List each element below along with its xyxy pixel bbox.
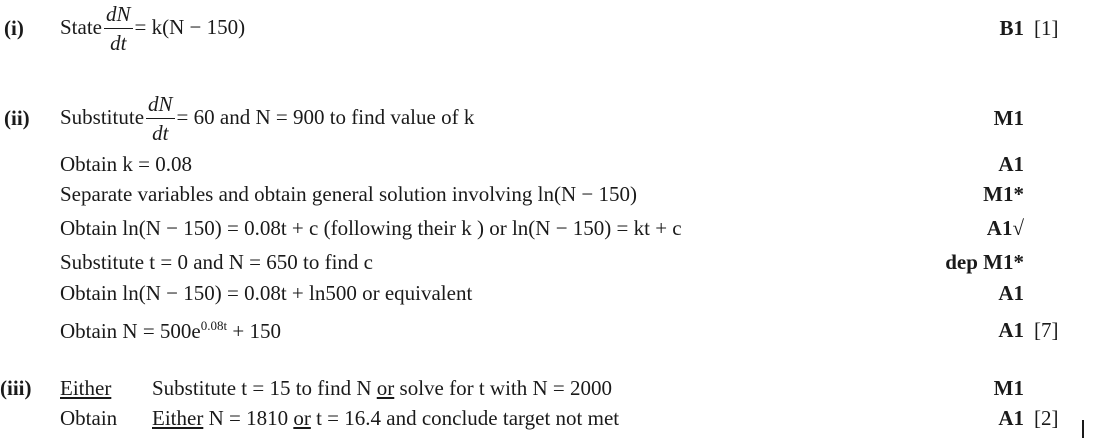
part-ii-line1-mark: M1 bbox=[993, 106, 1024, 130]
part-iii-line2-either: Either bbox=[152, 406, 204, 430]
part-iii-either-lead: Either bbox=[60, 376, 112, 400]
part-i-rest: = k(N − 150) bbox=[134, 14, 246, 39]
part-ii-row-6 bbox=[0, 281, 1100, 309]
part-i-prefix: State bbox=[60, 14, 102, 39]
part-ii-line2: Obtain k = 0.08 bbox=[60, 152, 192, 176]
part-i-total: [1] bbox=[1034, 16, 1059, 40]
part-ii-line4-mark: A1√ bbox=[986, 216, 1024, 240]
part-ii-line6-mark: A1 bbox=[998, 281, 1024, 305]
part-ii-row-4 bbox=[0, 216, 1100, 244]
part-ii-line7-prefix: Obtain N = 500e bbox=[60, 319, 201, 343]
part-ii-line1-rest: = 60 and N = 900 to find value of k bbox=[176, 104, 475, 129]
part-iii-total: [2] bbox=[1034, 406, 1059, 430]
part-i-frac-den: dt bbox=[110, 31, 127, 55]
part-ii-row-1 bbox=[0, 90, 1100, 150]
part-ii-line7-exponent: 0.08t bbox=[200, 318, 228, 333]
part-ii-line3-mark: M1* bbox=[983, 182, 1024, 206]
part-iii-line2-a: N = 1810 bbox=[203, 406, 294, 430]
part-iii-line1-a: Substitute t = 15 to find N bbox=[152, 376, 377, 400]
part-iii-label: (iii) bbox=[0, 376, 32, 400]
part-i-fraction bbox=[104, 4, 133, 54]
part-iii-obtain-lead: Obtain bbox=[60, 406, 118, 430]
part-ii-total: [7] bbox=[1034, 318, 1059, 342]
part-ii-frac-num: dN bbox=[146, 94, 175, 119]
part-ii-line2-mark: A1 bbox=[998, 152, 1024, 176]
part-ii-line7-rest: + 150 bbox=[227, 319, 281, 343]
part-ii-line5: Substitute t = 0 and N = 650 to find c bbox=[60, 250, 374, 274]
part-ii-fraction bbox=[146, 94, 175, 144]
part-ii-row-2 bbox=[0, 152, 1100, 180]
part-ii-line4: Obtain ln(N − 150) = 0.08t + c (following their k ) or ln(N − 150) = kt + c bbox=[60, 216, 682, 240]
part-iii-line1-or: or bbox=[376, 376, 395, 400]
part-ii-line6: Obtain ln(N − 150) = 0.08t + ln500 or equivalent bbox=[60, 281, 473, 305]
part-ii-line3: Separate variables and obtain general solution involving ln(N − 150) bbox=[60, 182, 637, 206]
part-ii-label: (ii) bbox=[4, 106, 30, 130]
part-ii-line1-prefix: Substitute bbox=[60, 104, 145, 129]
part-ii-row-3 bbox=[0, 182, 1100, 210]
part-iii-line1-b: solve for t with N = 2000 bbox=[394, 376, 613, 400]
part-iii-line2-or: or bbox=[293, 406, 311, 430]
part-iii-line1-mark: M1 bbox=[993, 376, 1024, 400]
part-iii-row-2 bbox=[0, 406, 1100, 434]
part-iii-line2-b: t = 16.4 and conclude target not met bbox=[310, 406, 620, 430]
text-cursor bbox=[1082, 420, 1084, 438]
part-ii-row-7 bbox=[0, 318, 1100, 348]
part-i-statement bbox=[60, 4, 245, 54]
part-ii-frac-den: dt bbox=[152, 121, 169, 145]
part-iii-line2 bbox=[152, 406, 619, 431]
part-i-mark: B1 bbox=[999, 16, 1024, 40]
part-ii-line5-mark: dep M1* bbox=[945, 250, 1024, 274]
part-iii-line1 bbox=[152, 376, 612, 401]
part-i-label: (i) bbox=[4, 16, 24, 40]
part-ii-line7-mark: A1 bbox=[998, 318, 1024, 342]
part-ii-row-5 bbox=[0, 250, 1100, 278]
part-iii-row-1 bbox=[0, 376, 1100, 404]
part-ii-line7 bbox=[60, 318, 281, 344]
part-i-frac-num: dN bbox=[104, 4, 133, 29]
part-iii-line2-mark: A1 bbox=[998, 406, 1024, 430]
part-i-row bbox=[0, 0, 1100, 60]
part-ii-line1 bbox=[60, 94, 474, 144]
